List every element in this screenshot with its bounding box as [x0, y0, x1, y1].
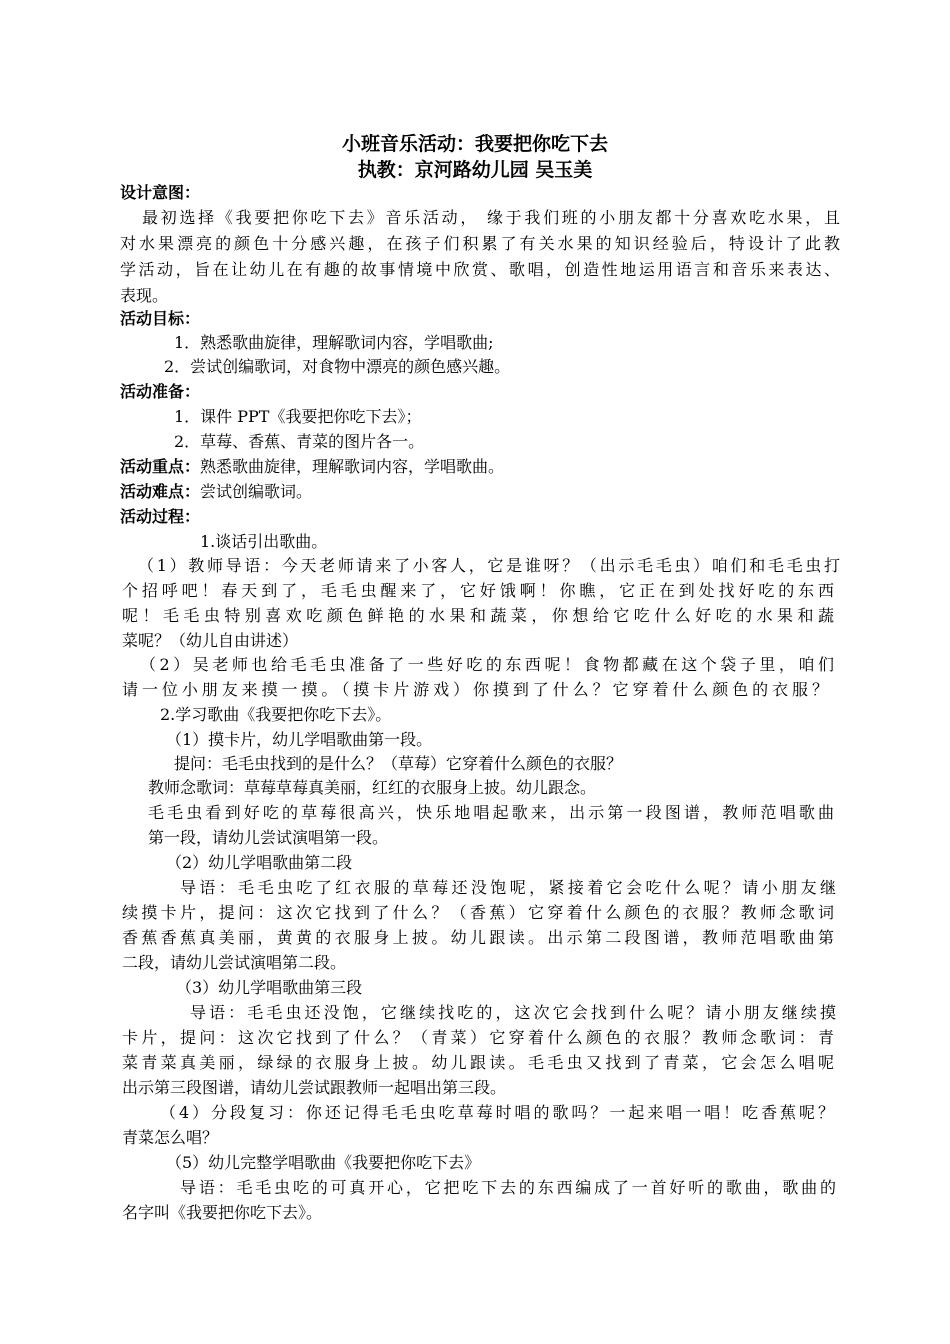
- process-line: 2.学习歌曲《我要把你吃下去》。: [160, 705, 392, 724]
- process-line: （4）分段复习：你还记得毛毛虫吃草莓时唱的歌吗？一起来唱一唱！吃香蕉呢？: [160, 1103, 834, 1122]
- key-point-line: [120, 455, 840, 479]
- process-line: 1.谈话引出歌曲。: [200, 532, 328, 551]
- paragraph-line: 对水果漂亮的颜色十分感兴趣，在孩子们积累了有关水果的知识经验后，特设计了此教: [120, 234, 840, 253]
- process-line: （2）吴老师也给毛毛虫准备了一些好吃的东西呢！食物都藏在这个袋子里，咱们: [140, 655, 834, 674]
- section-heading-process: 活动过程：: [120, 507, 201, 526]
- paragraph-line: 表现。: [120, 286, 169, 305]
- section-heading-goals: 活动目标：: [120, 309, 201, 328]
- process-line: 出示第三段图谱，请幼儿尝试跟教师一起唱出第三段。: [122, 1078, 507, 1097]
- process-line: 名字叫《我要把你吃下去》。: [122, 1203, 323, 1222]
- process-line: 青菜怎么唱？: [122, 1128, 219, 1147]
- process-line: 第一段，请幼儿尝试演唱第一段。: [148, 828, 389, 847]
- paragraph-line: 学活动，旨在让幼儿在有趣的故事情境中欣赏、歌唱，创造性地运用语言和音乐来表达、: [120, 260, 840, 279]
- process-line: 导语：毛毛虫还没饱，它继续找吃的，这次它会找到什么呢？请小朋友继续摸: [190, 1003, 836, 1022]
- process-line: 香蕉香蕉真美丽，黄黄的衣服身上披。幼儿跟读。出示第二段图谱，教师范唱歌曲第: [122, 928, 834, 947]
- goal-item: 1．熟悉歌曲旋律，理解歌词内容，学唱歌曲;: [174, 333, 494, 352]
- key-point-text: 熟悉歌曲旋律，理解歌词内容，学唱歌曲。: [200, 457, 505, 476]
- process-line: （5）幼儿完整学唱歌曲《我要把你吃下去》: [166, 1153, 481, 1172]
- goal-item: 2．尝试创编歌词，对食物中漂亮的颜色感兴趣。: [164, 357, 511, 376]
- process-line: 提问：毛毛虫找到的是什么？（草莓）它穿着什么颜色的衣服？: [174, 754, 623, 773]
- paragraph-line: 最初选择《我要把你吃下去》音乐活动， 缘于我们班的小朋友都十分喜欢吃水果，且: [142, 208, 840, 227]
- document-title: 小班音乐活动：我要把你吃下去: [341, 133, 608, 155]
- process-line: 卡片，提问：这次它找到了什么？（青菜）它穿着什么颜色的衣服？教师念歌词：青: [122, 1028, 834, 1047]
- section-heading-difficulty: 活动难点：: [120, 482, 201, 501]
- process-line: （1）教师导语：今天老师请来了小客人，它是谁呀？（出示毛毛虫）咱们和毛毛虫打: [138, 556, 840, 575]
- process-line: 个招呼吧！春天到了，毛毛虫醒来了，它好饿啊！你瞧，它正在到处找好吃的东西: [122, 581, 834, 600]
- section-heading-design: 设计意图：: [120, 183, 201, 202]
- process-line: 二段，请幼儿尝试演唱第二段。: [122, 953, 347, 972]
- process-line: 续摸卡片，提问：这次它找到了什么？（香蕉）它穿着什么颜色的衣服？教师念歌词: [122, 903, 834, 922]
- process-line: 菜呢？（幼儿自由讲述）: [122, 631, 299, 650]
- process-line: （3）幼儿学唱歌曲第三段: [176, 978, 363, 997]
- difficulty-line: [120, 480, 840, 504]
- process-line: 教师念歌词：草莓草莓真美丽，红红的衣服身上披。幼儿跟念。: [148, 778, 597, 797]
- process-line: 菜青菜真美丽，绿绿的衣服身上披。幼儿跟读。毛毛虫又找到了青菜，它会怎么唱呢: [122, 1053, 834, 1072]
- process-line: （1）摸卡片，幼儿学唱歌曲第一段。: [166, 730, 433, 749]
- section-heading-prep: 活动准备：: [120, 382, 201, 401]
- process-line: 呢！毛毛虫特别喜欢吃颜色鲜艳的水果和蔬菜，你想给它吃什么好吃的水果和蔬: [122, 606, 834, 625]
- section-heading-key: 活动重点：: [120, 457, 201, 476]
- process-line: 导语：毛毛虫吃了红衣服的草莓还没饱呢，紧接着它会吃什么呢？请小朋友继: [180, 878, 836, 897]
- process-line: 毛毛虫看到好吃的草莓很高兴，快乐地唱起歌来，出示第一段图谱，教师范唱歌曲: [148, 803, 834, 822]
- process-line: （2）幼儿学唱歌曲第二段: [166, 853, 353, 872]
- prep-item: 1．课件 PPT《我要把你吃下去》；: [174, 407, 422, 426]
- process-line: 请一位小朋友来摸一摸。（摸卡片游戏）你摸到了什么？它穿着什么颜色的衣服？: [122, 680, 828, 699]
- process-line: 导语：毛毛虫吃的可真开心，它把吃下去的东西编成了一首好听的歌曲，歌曲的: [180, 1178, 836, 1197]
- prep-item: 2．草莓、香蕉、青菜的图片各一。: [174, 432, 425, 451]
- document-subtitle: 执教：京河路幼儿园 吴玉美: [357, 159, 593, 181]
- difficulty-text: 尝试创编歌词。: [200, 482, 313, 501]
